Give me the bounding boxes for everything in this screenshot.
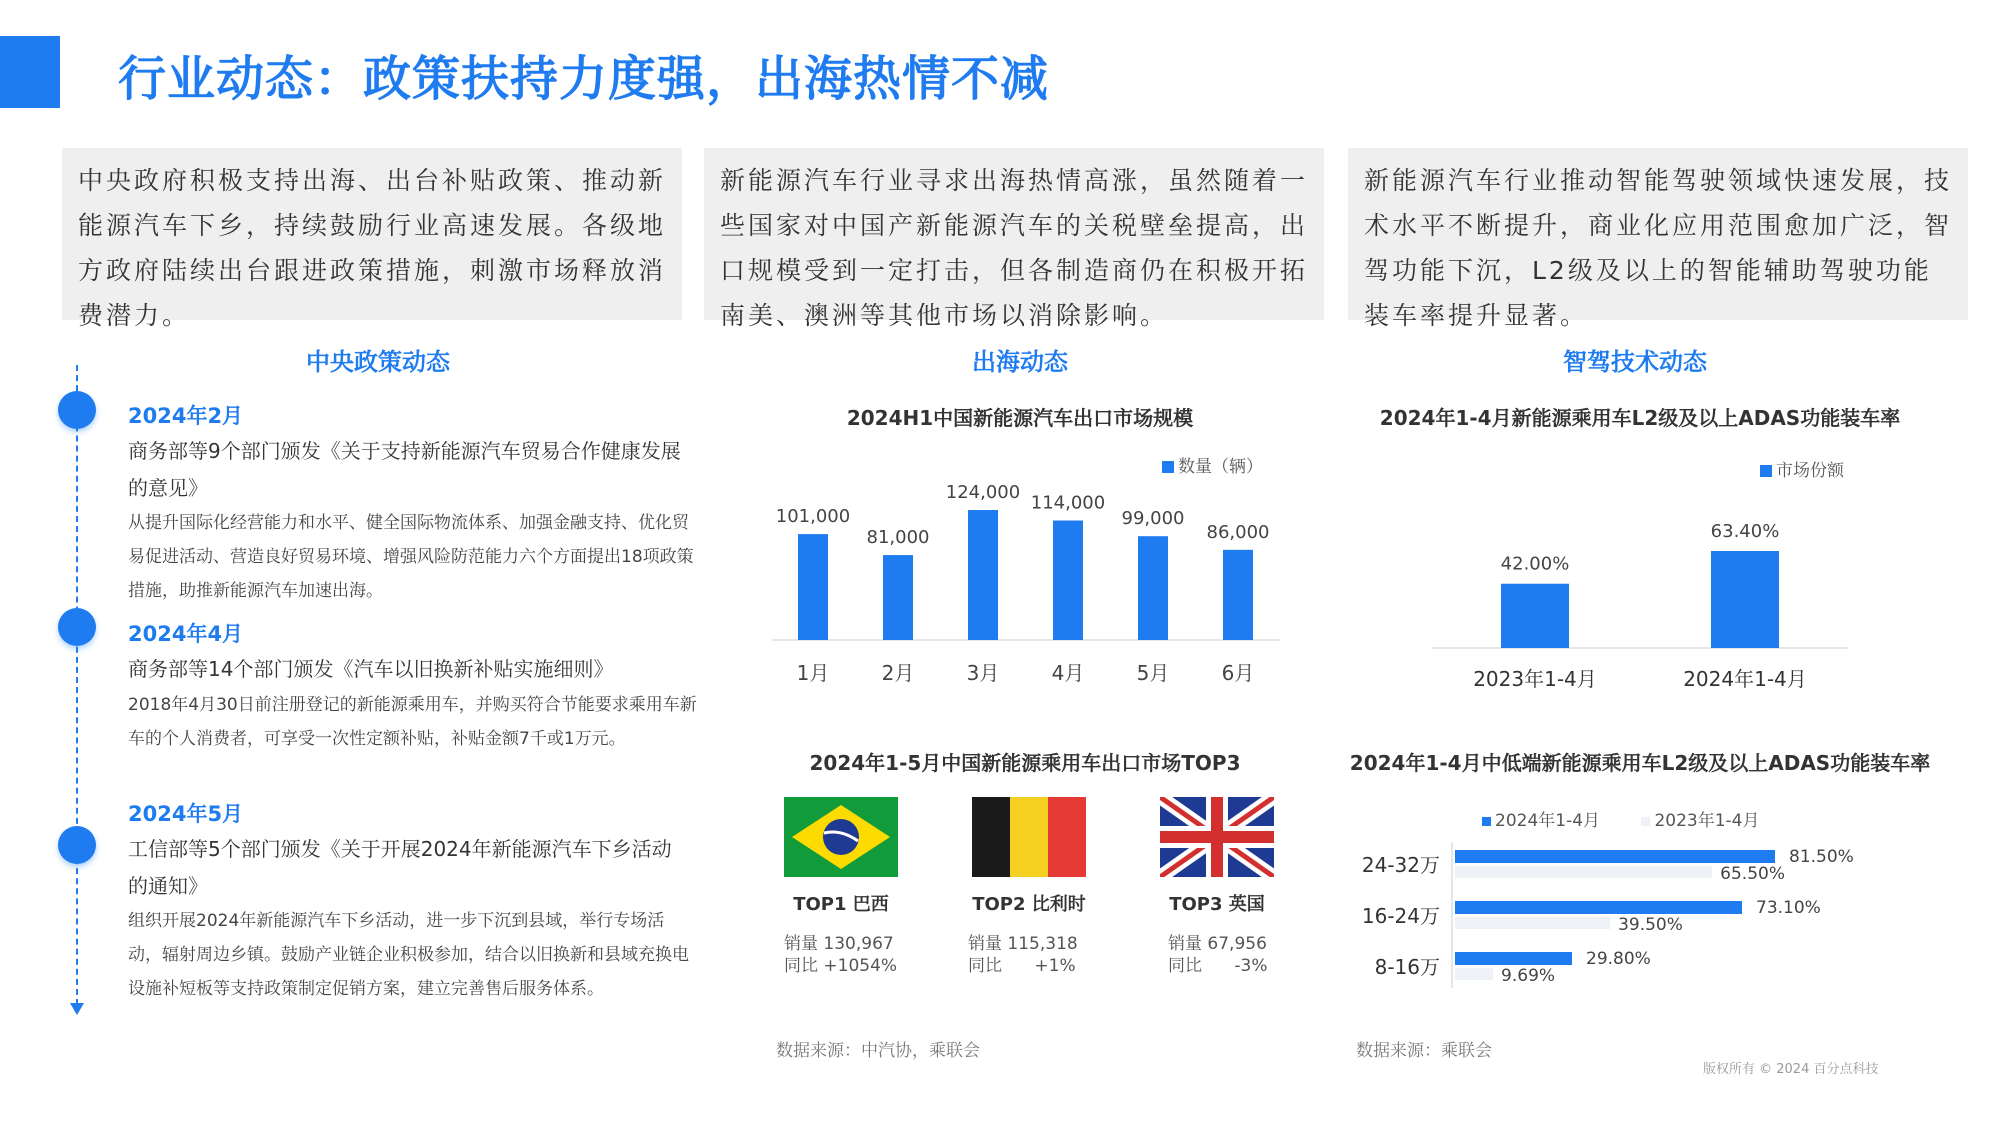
data-label: 42.00%: [1500, 553, 1570, 575]
legend-label: 2024年1-4月: [1495, 811, 1601, 831]
bar-2024: [1455, 901, 1742, 914]
top3-rank-label: TOP3 英国: [1169, 894, 1265, 915]
x-tick-label: 5月: [1136, 661, 1170, 685]
event-description: 组织开展2024年新能源汽车下乡活动，进一步下沉到县域，举行专场活动，辐射周边乡镇。鼓励产业链企业积极参加，结合以旧换新和县域充换电设施补短板等支持政策制定促销方案，建立完善售后服务体系。: [128, 911, 689, 999]
summary-policy: 中央政府积极支持出海、出台补贴政策、推动新能源汽车下乡，持续鼓励行业高速发展。各级地方政府陆续出台跟进政策措施，刺激市场释放消费潜力。: [62, 148, 682, 320]
belgium-flag-icon: [972, 797, 1086, 877]
legend-swatch: [1482, 817, 1491, 826]
event-description: 2018年4月30日前注册登记的新能源乘用车，并购买符合节能要求乘用车新车的个人消费者，可享受一次性定额补贴，补贴金额7千或1万元。: [128, 695, 697, 749]
bar: [1501, 584, 1569, 648]
x-tick-label: 2024年1-4月: [1683, 667, 1807, 691]
data-label: 39.50%: [1618, 915, 1683, 935]
export-heading: 出海动态: [972, 348, 1068, 376]
x-tick-label: 2023年1-4月: [1473, 667, 1597, 691]
adas-price-chart: [1340, 830, 1960, 1010]
legend-label: 市场份额: [1776, 461, 1844, 481]
timeline-arrow-icon: [70, 1003, 84, 1015]
legend-label: 2023年1-4月: [1654, 811, 1760, 831]
y-tick-label: 16-24万: [1361, 904, 1440, 928]
adas-price-chart-title: 2024年1-4月中低端新能源乘用车L2级及以上ADAS功能装车率: [1349, 751, 1931, 775]
adas-rate-chart: [1420, 500, 1860, 710]
event-title: 商务部等9个部门颁发《关于支持新能源汽车贸易合作健康发展的意见》: [128, 439, 681, 500]
legend-swatch: [1641, 817, 1650, 826]
y-tick-label: 24-32万: [1361, 853, 1440, 877]
bar: [1223, 550, 1253, 640]
brazil-flag-icon: [784, 797, 898, 877]
event-title: 商务部等14个部门颁发《汽车以旧换新补贴实施细则》: [128, 657, 614, 681]
export-chart-title: 2024H1中国新能源汽车出口市场规模: [846, 406, 1194, 430]
data-label: 81,000: [866, 527, 930, 549]
data-label: 86,000: [1206, 521, 1270, 543]
top3-sales: 销量 115,318: [968, 934, 1078, 954]
adas-price-chart-legend: [1482, 806, 1759, 831]
event-date: 2024年5月: [128, 802, 244, 826]
top3-yoy: 同比 +1054%: [784, 956, 898, 976]
bar: [1711, 551, 1779, 648]
event-title: 工信部等5个部门颁发《关于开展2024年新能源汽车下乡活动的通知》: [128, 837, 672, 898]
adas-chart-legend: [1760, 456, 1844, 481]
x-tick-label: 3月: [966, 661, 1000, 685]
x-tick-label: 1月: [796, 661, 830, 685]
data-label: 114,000: [1030, 492, 1106, 514]
top3-sales: 销量 67,956: [1168, 934, 1267, 954]
adas-heading: 智驾技术动态: [1563, 348, 1707, 376]
export-monthly-chart: [760, 470, 1290, 700]
summary-export: 新能源汽车行业寻求出海热情高涨，虽然随着一些国家对中国产新能源汽车的关税壁垒提高，出口规模受到一定打击，但各制造商仍在积极开拓南美、澳洲等其他市场以消除影响。: [704, 148, 1324, 320]
x-tick-label: 4月: [1051, 661, 1085, 685]
bar-2023: [1455, 866, 1712, 878]
data-label: 73.10%: [1756, 898, 1821, 918]
bar-2023: [1455, 917, 1610, 929]
timeline-line: [76, 365, 78, 1005]
data-label: 29.80%: [1586, 949, 1651, 969]
bar: [1053, 520, 1083, 640]
data-label: 65.50%: [1720, 864, 1786, 884]
data-label: 99,000: [1121, 508, 1185, 530]
bar-2024: [1455, 850, 1775, 863]
x-tick-label: 6月: [1221, 661, 1255, 685]
policy-heading: 中央政策动态: [306, 348, 450, 376]
bar: [968, 510, 998, 640]
legend-label: 数量（辆）: [1178, 457, 1263, 477]
top3-rank-label: TOP2 比利时: [972, 894, 1086, 915]
timeline-dot: [58, 608, 96, 646]
bar: [883, 555, 913, 640]
data-label: 9.69%: [1501, 966, 1556, 986]
timeline-dot: [58, 826, 96, 864]
event-description: 从提升国际化经营能力和水平、健全国际物流体系、加强金融支持、优化贸易促进活动、营造良好贸易环境、增强风险防范能力六个方面提出18项政策措施，助推新能源汽车加速出海。: [128, 513, 694, 601]
export-source: 数据来源：中汽协，乘联会: [776, 1041, 980, 1061]
bar-2023: [1455, 968, 1493, 980]
bar: [798, 534, 828, 640]
x-tick-label: 2月: [881, 661, 915, 685]
adas-source: 数据来源：乘联会: [1356, 1041, 1492, 1061]
top3-yoy: 同比 -3%: [1168, 956, 1268, 976]
uk-flag-icon: [1160, 797, 1274, 877]
data-label: 81.50%: [1789, 847, 1854, 867]
timeline-dot: [58, 391, 96, 429]
title-accent-block: [0, 36, 60, 108]
legend-swatch: [1760, 465, 1772, 477]
summary-adas: 新能源汽车行业推动智能驾驶领域快速发展，技术水平不断提升，商业化应用范围愈加广泛，智驾功能下沉，L2级及以上的智能辅助驾驶功能装车率提升显著。: [1348, 148, 1968, 320]
event-date: 2024年4月: [128, 622, 244, 646]
data-label: 124,000: [945, 482, 1021, 503]
bar-2024: [1455, 952, 1572, 965]
adas-chart-title: 2024年1-4月新能源乘用车L2级及以上ADAS功能装车率: [1379, 406, 1901, 430]
page-title: 行业动态：政策扶持力度强，出海热情不减: [118, 51, 1050, 107]
top3-sales: 销量 130,967: [784, 934, 894, 954]
top3-rank-label: TOP1 巴西: [793, 894, 889, 915]
bar: [1138, 536, 1168, 640]
top3-title: 2024年1-5月中国新能源乘用车出口市场TOP3: [809, 751, 1241, 775]
top3-yoy: 同比 +1%: [968, 956, 1076, 976]
data-label: 101,000: [775, 506, 851, 528]
y-tick-label: 8-16万: [1374, 955, 1440, 979]
copyright-text: 版权所有 © 2024 百分点科技: [1703, 1062, 1879, 1077]
data-label: 63.40%: [1710, 521, 1780, 542]
event-date: 2024年2月: [128, 404, 244, 428]
